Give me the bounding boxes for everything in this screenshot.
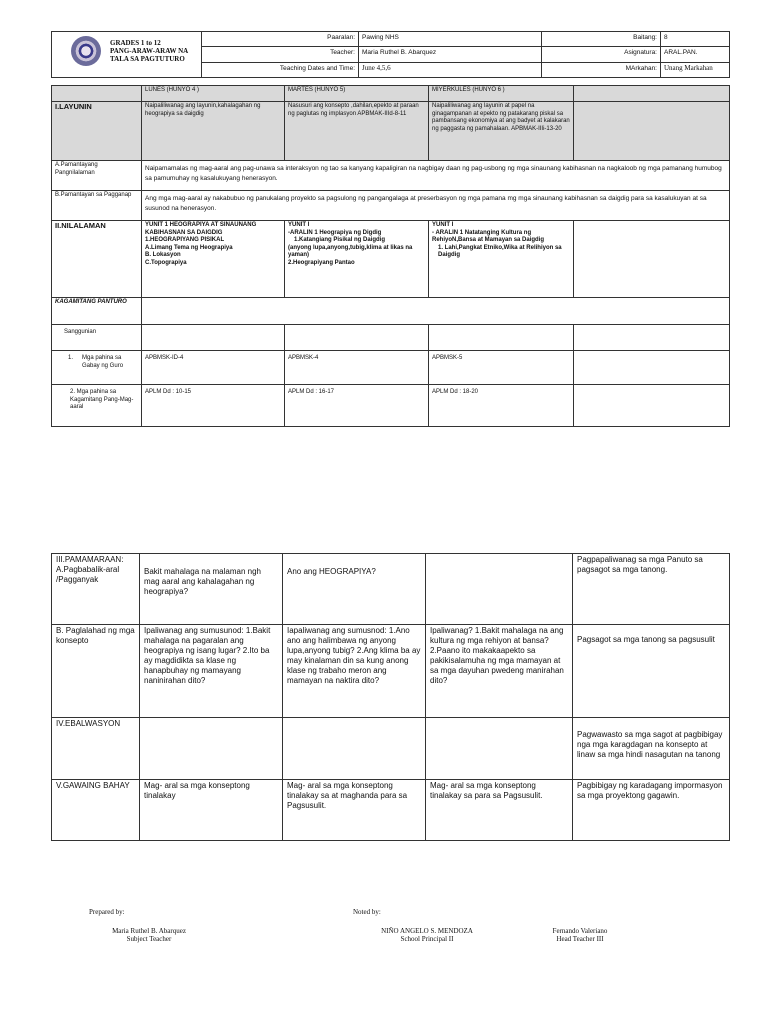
ebalwasyon-last: Pagwawasto sa mga sagot at pagbibigay nga mga karagdagan na konsepto at linaw sa mga hindi nasagutan na tanong — [573, 718, 730, 780]
blank-header-cell — [52, 86, 142, 102]
layunin-label: I.LAYUNIN — [52, 102, 142, 161]
col-martes: MARTES (HUNYO 5) — [285, 86, 429, 102]
teacher-signature — [89, 927, 209, 943]
nilalaman-label: II.NILALAMAN — [52, 221, 142, 298]
teacher-title: Subject Teacher — [126, 935, 172, 943]
nilalaman-martes — [285, 221, 429, 298]
sanggunian-blank — [142, 325, 285, 351]
asignatura-label: Asignatura: — [542, 47, 661, 62]
kagamitan-mag-aaral-label: 2. Mga pahina sa Kagamitang Pang-Mag-aaral — [52, 385, 142, 427]
dates-label: Teaching Dates and Time: — [202, 62, 359, 77]
nilalaman-lunes — [142, 221, 285, 298]
pagbabalik-row — [52, 554, 730, 625]
noted-label: Noted by: — [353, 908, 381, 916]
kagamitang-row — [52, 298, 730, 325]
gawaing-bahay-row — [52, 780, 730, 841]
gabay-label-wrap — [68, 355, 138, 370]
teacher-label: Teacher: — [202, 47, 359, 62]
sanggunian-blank — [574, 325, 730, 351]
baitang-value: 8 — [661, 32, 730, 47]
kagamitan-martes: APLM Dd : 16-17 — [285, 385, 429, 427]
gabay-lunes: APBMSK-ID-4 — [142, 351, 285, 385]
pamantayan-pagganap-label: B.Pamantayan sa Pagganap — [52, 191, 142, 221]
form-title-line2: PANG-ARAW-ARAW NA — [110, 47, 189, 55]
head-teacher-signature — [530, 927, 630, 943]
paaralan-label: Paaralan: — [202, 32, 359, 47]
paglalahad-lunes: Ipaliwanag ang sumusunod: 1.Bakit mahalaga na pagaralan ang heograpiya ng isang lugar? 2.Ito ba ay magdidikta sa klase ng hanapbuhay ng mamayang naninirahan dito? — [140, 625, 283, 718]
nilalaman-miy-line: - ARALIN 1 Natatanging Kultura ng RehiyoN,Bansa at Mamayan sa Daigdig — [432, 229, 545, 243]
lesson-plan-table-1 — [51, 85, 730, 427]
baitang-label: Baitang: — [542, 32, 661, 47]
nilalaman-lunes-line: C.Topograpiya — [145, 259, 187, 266]
deped-logo-cell — [52, 32, 202, 78]
layunin-miyerkules: Naipaliliwanag ang layunin at papel na ginagampanan at epekto ng patakarang piskal sa pambansang ekonomiya at ang badyet at kalakaran ng paggasta ng pamahalaan. APBMAK-IIIi-13-20 — [429, 102, 574, 161]
nilalaman-blank — [574, 221, 730, 298]
header-table — [51, 31, 730, 78]
teacher-value: Maria Ruthel B. Abarquez — [359, 47, 542, 62]
gawaing-martes: Mag- aral sa mga konseptong tinalakay sa at maghanda para sa Pagsusulit. — [283, 780, 426, 841]
nilalaman-lunes-line: 1.HEOGRAPIYANG PISIKAL — [145, 237, 225, 243]
pagbabalik-last: Pagpapaliwanag sa mga Panuto sa pagsagot sa mga tanong. — [573, 554, 730, 625]
paglalahad-row — [52, 625, 730, 718]
nilalaman-martes-line: 1.Katangiang Pisikal ng Daigdig — [294, 237, 386, 243]
gawaing-miyerkules: Mag- aral sa mga konseptong tinalakay sa para sa Pagsusulit. — [426, 780, 573, 841]
gabay-martes: APBMSK-4 — [285, 351, 429, 385]
ebalwasyon-label: IV.EBALWASYON — [52, 718, 140, 780]
gabay-miyerkules: APBMSK-5 — [429, 351, 574, 385]
nilalaman-lunes-line: B. Lokasyon — [145, 252, 181, 258]
markahan-value: Unang Markahan — [661, 62, 730, 77]
form-title-line3: TALA SA PAGTUTURO — [110, 55, 185, 63]
paglalahad-label: B. Paglalahad ng mga konsepto — [52, 625, 140, 718]
ebalwasyon-row — [52, 718, 730, 780]
teacher-name: Maria Ruthel B. Abarquez — [112, 927, 186, 935]
day-header-row — [52, 86, 730, 102]
paglalahad-last: Pagsagot sa mga tanong sa pagsusulit — [573, 625, 730, 718]
nilalaman-miy-line: 1. Lahi,Pangkat Etniko,Wika at Relihiyon sa Daigdig — [438, 244, 562, 258]
markahan-label: MArkahan: — [542, 62, 661, 77]
kagamitang-blank — [142, 298, 730, 325]
nilalaman-row — [52, 221, 730, 298]
kagamitang-label: KAGAMITANG PANTURO — [52, 298, 142, 325]
deped-seal-icon — [71, 36, 101, 66]
pamantayang-pangnilalaman-label: A.Pamantayang Pangnilalaman — [52, 161, 142, 191]
layunin-row — [52, 102, 730, 161]
dates-value: June 4,5,6 — [359, 62, 542, 77]
gabay-label-cell — [52, 351, 142, 385]
pamantayang-pangnilalaman-text: Naipamamalas ng mag-aaral ang pag-unawa sa interaksyon ng tao sa kanyang kapaligiran na nagbigay daan ng pag-usbong ng mga sinaunang kabihasnan na nagkaloob ng mga pamanang humubog sa pamumuhay ng kasalukuyang henerasyon. — [142, 161, 730, 191]
col-miyerkules: MIYERKULES (HUNYO 6 ) — [429, 86, 574, 102]
sanggunian-blank — [429, 325, 574, 351]
kagamitan-blank — [574, 385, 730, 427]
nilalaman-lunes-line: A.Limang Tema ng Heograpiya — [145, 244, 233, 251]
sanggunian-label: Sanggunian — [52, 325, 142, 351]
pamantayan-pagganap-text: Ang mga mag-aaral ay nakabubuo ng panukalang proyekto sa pagsulong ng pangangalaga at preserbasyon ng mga pamana mg mga sinaunang kabihasnan sa daigdig para sa kasalukuyan at sa susunod na henerasyon. — [142, 191, 730, 221]
nilalaman-miyerkules — [429, 221, 574, 298]
kagamitan-miyerkules: APLM Dd : 18-20 — [429, 385, 574, 427]
prepared-label: Prepared by: — [89, 908, 125, 916]
nilalaman-martes-line: 2.Heograpiyang Pantao — [288, 259, 355, 266]
ebalwasyon-blank — [283, 718, 426, 780]
pamamaraan-label: III.PAMAMARAAN: — [56, 555, 124, 564]
gawaing-bahay-label: V.GAWAING BAHAY — [52, 780, 140, 841]
blank-header-cell-last — [574, 86, 730, 102]
lesson-plan-table-2 — [51, 553, 730, 841]
nilalaman-lunes-line: YUNIT 1 HEOGRAPIYA AT SINAUNANG — [145, 222, 257, 228]
pagbabalik-blank — [426, 554, 573, 625]
nilalaman-martes-line: -ARALIN 1 Heograpiya ng Digdig — [288, 229, 382, 236]
gabay-label: Mga pahina sa Gabay ng Guro — [82, 355, 124, 369]
pagbabalik-label: A.Pagbabalik-aral /Pagganyak — [56, 565, 120, 584]
nilalaman-miy-line: YUNIT I — [432, 222, 454, 228]
pamantayan-pagganap-row — [52, 191, 730, 221]
gabay-row — [52, 351, 730, 385]
gabay-blank — [574, 351, 730, 385]
layunin-martes: Nasusuri ang konsepto ,dahilan,epekto at paraan ng paglutas ng implasyon APBMAK-IIId-8-11 — [285, 102, 429, 161]
kagamitan-lunes: APLM Dd : 10-15 — [142, 385, 285, 427]
paaralan-value: Pawing NHS — [359, 32, 542, 47]
ebalwasyon-blank — [426, 718, 573, 780]
sanggunian-blank — [285, 325, 429, 351]
pamantayang-pangnilalaman-row — [52, 161, 730, 191]
pagbabalik-lunes: Bakit mahalaga na malaman ngh mag aaral ang kahalagahan ng heograpiya? — [140, 554, 283, 625]
ebalwasyon-blank — [140, 718, 283, 780]
nilalaman-martes-line: (anyong lupa,anyong,tubig,klima at likas na yaman) — [288, 244, 413, 258]
pagbabalik-martes: Ano ang HEOGRAPIYA? — [283, 554, 426, 625]
gabay-num: 1. — [68, 355, 74, 361]
layunin-blank — [574, 102, 730, 161]
head-teacher-title: Head Teacher III — [556, 935, 604, 943]
nilalaman-lunes-line: KABIHASNAN SA DAIGDIG — [145, 229, 223, 236]
form-title — [110, 39, 188, 63]
pamamaraan-label-cell — [52, 554, 140, 625]
paglalahad-miyerkules: Ipaliwanag? 1.Bakit mahalaga na ang kultura ng mga rehiyon at bansa? 2.Paano ito makakaapekto sa pakikisalamuha ng mga mamayan at sa mga dayuhan pwedeng manirahan dito? — [426, 625, 573, 718]
principal-signature — [367, 927, 487, 943]
paglalahad-martes: Iapaliwanag ang sumusnod: 1.Ano ano ang halimbawa ng anyong lupa,anyong tubig? 2.Ang klima ba ay may kinalaman din sa kung anong klase ng trabaho meron ang mamayan na naktira dito? — [283, 625, 426, 718]
asignatura-value: ARAL.PAN. — [661, 47, 730, 62]
gawaing-last: Pagbibigay ng karadagang impormasyon sa mga proyektong gagawin. — [573, 780, 730, 841]
principal-title: School Principal II — [400, 935, 454, 943]
layunin-lunes: Naipaliliwanag ang layunin,kahalagahan ng heograpiya sa daigdig — [142, 102, 285, 161]
kagamitan-mag-aaral-row — [52, 385, 730, 427]
principal-name: NIÑO ANGELO S. MENDOZA — [381, 927, 473, 935]
col-lunes: LUNES (HUNYO 4 ) — [142, 86, 285, 102]
nilalaman-martes-line: YUNIT I — [288, 222, 310, 228]
gawaing-lunes: Mag- aral sa mga konseptong tinalakay — [140, 780, 283, 841]
head-teacher-name: Fernando Valeriano — [552, 927, 608, 935]
form-title-line1: GRADES 1 to 12 — [110, 39, 161, 47]
sanggunian-row — [52, 325, 730, 351]
